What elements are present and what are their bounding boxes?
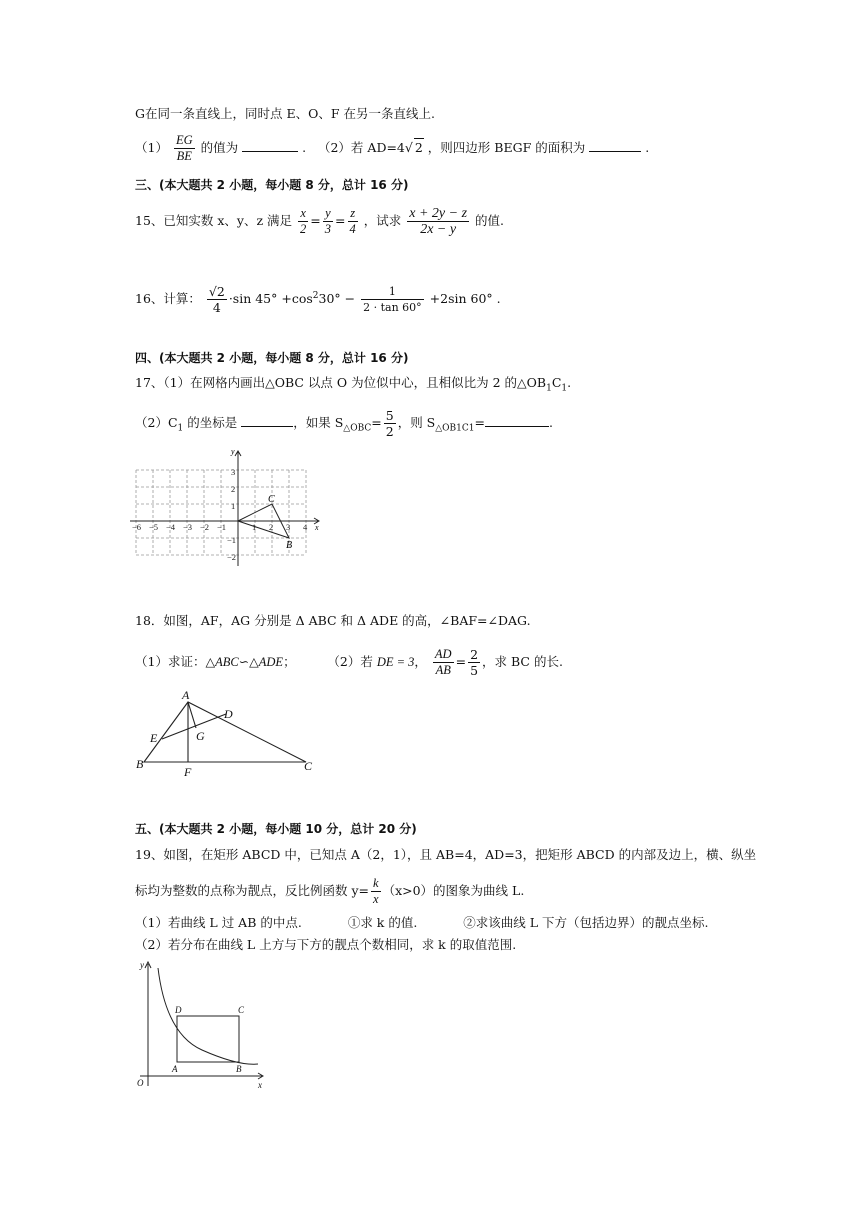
p18-label-e: E [150, 731, 158, 745]
grid-point-c-label: C [268, 494, 275, 505]
p19-label-c: C [238, 1005, 245, 1015]
p18-triangle-figure [130, 684, 330, 780]
p16-frac-1-tan60: $\frac{1}{2 \cdot \tan 60^\circ}$ [363, 285, 422, 314]
p14-answer-blank-2[interactable] [589, 141, 641, 152]
grid-x-tick: −2 [200, 522, 210, 532]
sqrt-sign: √ [404, 140, 413, 155]
p18-label-b: B [136, 757, 144, 771]
p15-frac-x-2: $\frac{x}{2}$ [300, 206, 307, 236]
grid-x-tick: −6 [132, 522, 142, 532]
grid-x-tick: 1 [252, 522, 257, 532]
p14-intro: G在同一条直线上，同时点 E、O、F 在另一条直线上. [135, 106, 435, 121]
grid-point-b-label: B [286, 540, 293, 551]
p18-label-d: D [224, 707, 233, 721]
p19-label-x: x [258, 1080, 262, 1090]
grid-y-axis-label: y [231, 447, 235, 456]
p15-frac-z-4: $\frac{z}{4}$ [349, 206, 356, 236]
grid-x-tick: −3 [183, 522, 193, 532]
p19-rectangle-curve-figure [130, 958, 270, 1092]
p19-label-a: A [172, 1064, 178, 1074]
grid-y-tick: −2 [227, 552, 237, 562]
section-5-heading: 五、(本大题共 2 小题，每小题 10 分，总计 20 分) [135, 822, 417, 836]
grid-x-tick: 4 [303, 522, 308, 532]
p19-line1: 19、如图，在矩形 ABCD 中，已知点 A（2，1），且 AB=4，AD=3，把矩形 ABCD 的内部及边上，横、纵坐 [135, 847, 757, 862]
p19-line3: （1）若曲线 L 过 AB 的中点. ①求 k 的值. ②求该曲线 L 下方（包括边界）的靓点坐标. [135, 915, 709, 930]
p18-label-a: A [182, 688, 190, 702]
p17-line1: 17、（1）在网格内画出△OBC 以点 O 为位似中心，且相似比为 2 的$\triangle OB_1C_1$. [135, 375, 572, 394]
grid-x-tick: 2 [269, 522, 274, 532]
grid-y-tick: 2 [231, 484, 236, 494]
grid-y-tick: 1 [231, 501, 236, 511]
p19-label-o: O [137, 1078, 144, 1088]
section-3-heading: 三、(本大题共 2 小题，每小题 8 分，总计 16 分) [135, 178, 409, 192]
p17-answer-blank-1[interactable] [241, 416, 293, 427]
p19-line4: （2）若分布在曲线 L 上方与下方的靓点个数相同，求 k 的取值范围. [135, 937, 517, 952]
p18-frac-2-5: $\frac{2}{5}$ [470, 647, 479, 678]
p14-questions: （1） $\frac{EG}{BE}$ 的值为 . （2）若 AD=4√ 2 ，则四边形 BEGF 的面积为 . [135, 133, 650, 163]
p18-line1: 18．如图，AF，AG 分别是 Δ ABC 和 Δ ADE 的高，∠BAF=∠DAG. [135, 613, 531, 628]
p18-label-g: G [196, 729, 205, 743]
p19-label-y: y [140, 960, 144, 970]
p14-fraction-eg-be: $\frac{EG}{BE}$ [175, 133, 193, 163]
p15-frac-y-3: $\frac{y}{3}$ [324, 206, 332, 236]
grid-x-tick: 3 [286, 522, 291, 532]
p18-label-c: C [304, 759, 313, 773]
p14-answer-blank-1[interactable] [242, 141, 298, 152]
grid-x-tick: −5 [149, 522, 159, 532]
p18-line2: （1）求证：△ABC∽△ADE； （2）若 DE = 3， $\frac{AD}{AB}$ = $\frac{2}{5}$ ，求 BC 的长. [135, 647, 563, 678]
p19-line2: 标均为整数的点称为靓点，反比例函数 y= $\frac{k}{x}$ （x>0）的图象为曲线 L. [135, 876, 525, 906]
p16: 16、计算： $\frac{√2}{4}$ ·sin $45^\circ +\cos^230^\circ$ − $\frac{1}{2 \cdot \tan 60^\circ}$ +2sin 60° . [135, 284, 501, 315]
p19-frac-k-x: $\frac{k}{x}$ [373, 876, 379, 906]
grid-x-axis-label: x [315, 523, 319, 532]
p17-answer-blank-2[interactable] [485, 416, 549, 427]
grid-y-tick: −1 [227, 535, 237, 545]
p17-coordinate-grid [128, 446, 328, 570]
grid-x-tick: −4 [166, 522, 176, 532]
p17-frac-5-2: $\frac{5}{2}$ [385, 408, 394, 439]
p17-line2: $(2)C_1$ 的坐标是 ，如果 $S_{\triangle OBC}=$ $\frac{5}{2}$ ，则 $S_{\triangle OB1C1}=$ . [135, 408, 553, 439]
p19-label-b: B [236, 1064, 242, 1074]
p15: 15、已知实数 x、y、z 满足 $\frac{x}{2}$ = $\frac{y}{3}$ = $\frac{z}{4}$ ，试求 $\frac{x + 2y - z}{2x - y}$ 的值. [135, 206, 504, 237]
p18-label-f: F [184, 765, 192, 779]
p15-big-fraction: $\frac{x + 2y - z}{2x - y}$ [409, 206, 468, 237]
p19-label-d: D [175, 1005, 182, 1015]
grid-x-tick: −1 [217, 522, 227, 532]
p18-frac-ad-ab: $\frac{AD}{AB}$ [434, 647, 452, 677]
p16-frac-sqrt2-4: $\frac{√2}{4}$ [208, 284, 225, 315]
grid-y-tick: 3 [231, 467, 236, 477]
section-4-heading: 四、(本大题共 2 小题，每小题 8 分，总计 16 分) [135, 351, 409, 365]
